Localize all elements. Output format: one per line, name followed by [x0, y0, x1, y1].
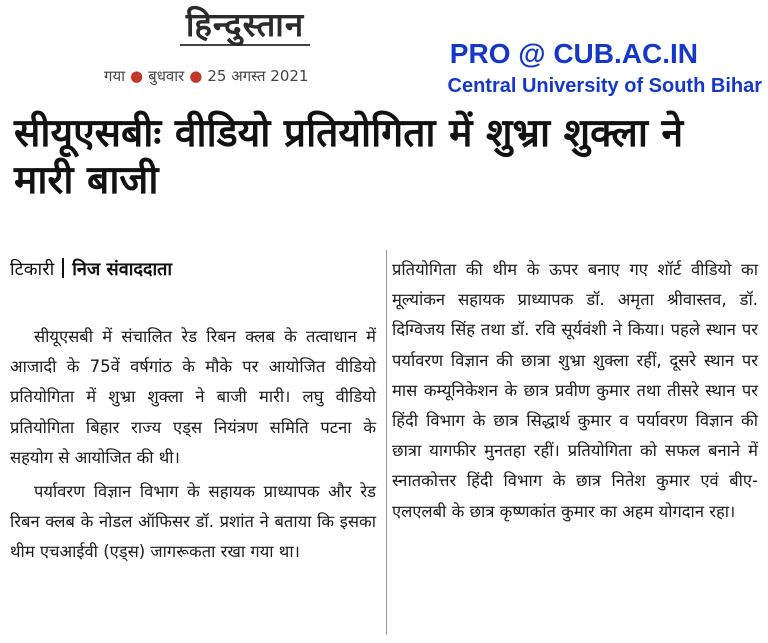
byline: [10, 257, 172, 281]
pro-email-watermark: PRO @ CUB.AC.IN: [449, 38, 698, 69]
dateline-day: बुधवार: [148, 67, 185, 85]
byline-divider: [62, 258, 64, 278]
newspaper-masthead: [150, 6, 340, 46]
article-headline: सीयूएसबीः वीडियो प्रतियोगिता में शुभ्रा शुक्ला ने मारी बाजी: [14, 111, 684, 203]
dateline-date: 25 अगस्त 2021: [207, 67, 309, 85]
article-paragraph-3: प्रतियोगिता की थीम के ऊपर बनाए गए शॉर्ट वीडियो का मूल्यांकन सहायक प्राध्यापक डॉ. अमृता श्रीवास्तव, डॉ. दिग्विजय सिंह तथा डॉ. रवि सूर्यवंशी ने किया। पहले स्थान पर पर्यावरण विज्ञान की छात्रा शुभ्रा शुक्ला रहीं, दूसरे स्थान पर मास कम्यूनिकेशन के छात्र प्रवीण कुमार तथा तीसरे स्थान पर हिंदी विभाग के छात्र सिद्धार्थ कुमार व पर्यावरण विज्ञान की छात्रा यागफीर मुनतहा रहीं। प्रतियोगिता को सफल बनाने में स्नातकोत्तर हिंदी विभाग के छात्र नितेश कुमार एवं बीए-एलएलबी के छात्र कृष्णकांत कुमार का अहम योगदान रहा।: [392, 260, 758, 521]
university-name-watermark: Central University of South Bihar: [447, 75, 762, 97]
bullet-icon: ●: [130, 67, 144, 85]
dateline: [104, 66, 308, 86]
newspaper-name: हिन्दुस्तान: [180, 6, 310, 46]
article-paragraph-1: सीयूएसबी में संचालित रेड रिबन क्लब के तत्वाधान में आजादी के 75वें वर्षगांठ के मौके पर आयोजित वीडियो प्रतियोगिता में शुभ्रा शुक्ला ने बाजी मारी। लघु वीडियो प्रतियोगिता बिहार राज्य एड्स नियंत्रण समिति पटना के सहयोग से आयोजित की थी।: [10, 327, 376, 467]
article-paragraph-2: पर्यावरण विज्ञान विभाग के सहायक प्राध्यापक और रेड रिबन क्लब के नोडल ऑफिसर डॉ. प्रशांत ने बताया कि इसका थीम एचआईवी (एड्स) जागरूकता रखा गया था।: [10, 482, 376, 562]
article-column-1: [10, 318, 376, 568]
column-divider: [386, 250, 387, 635]
article-column-2: [392, 255, 758, 527]
dateline-city: गया: [104, 67, 126, 85]
bullet-icon: ●: [189, 67, 203, 85]
byline-reporter: निज संवाददाता: [72, 259, 173, 280]
byline-place: टिकारी: [10, 259, 55, 280]
